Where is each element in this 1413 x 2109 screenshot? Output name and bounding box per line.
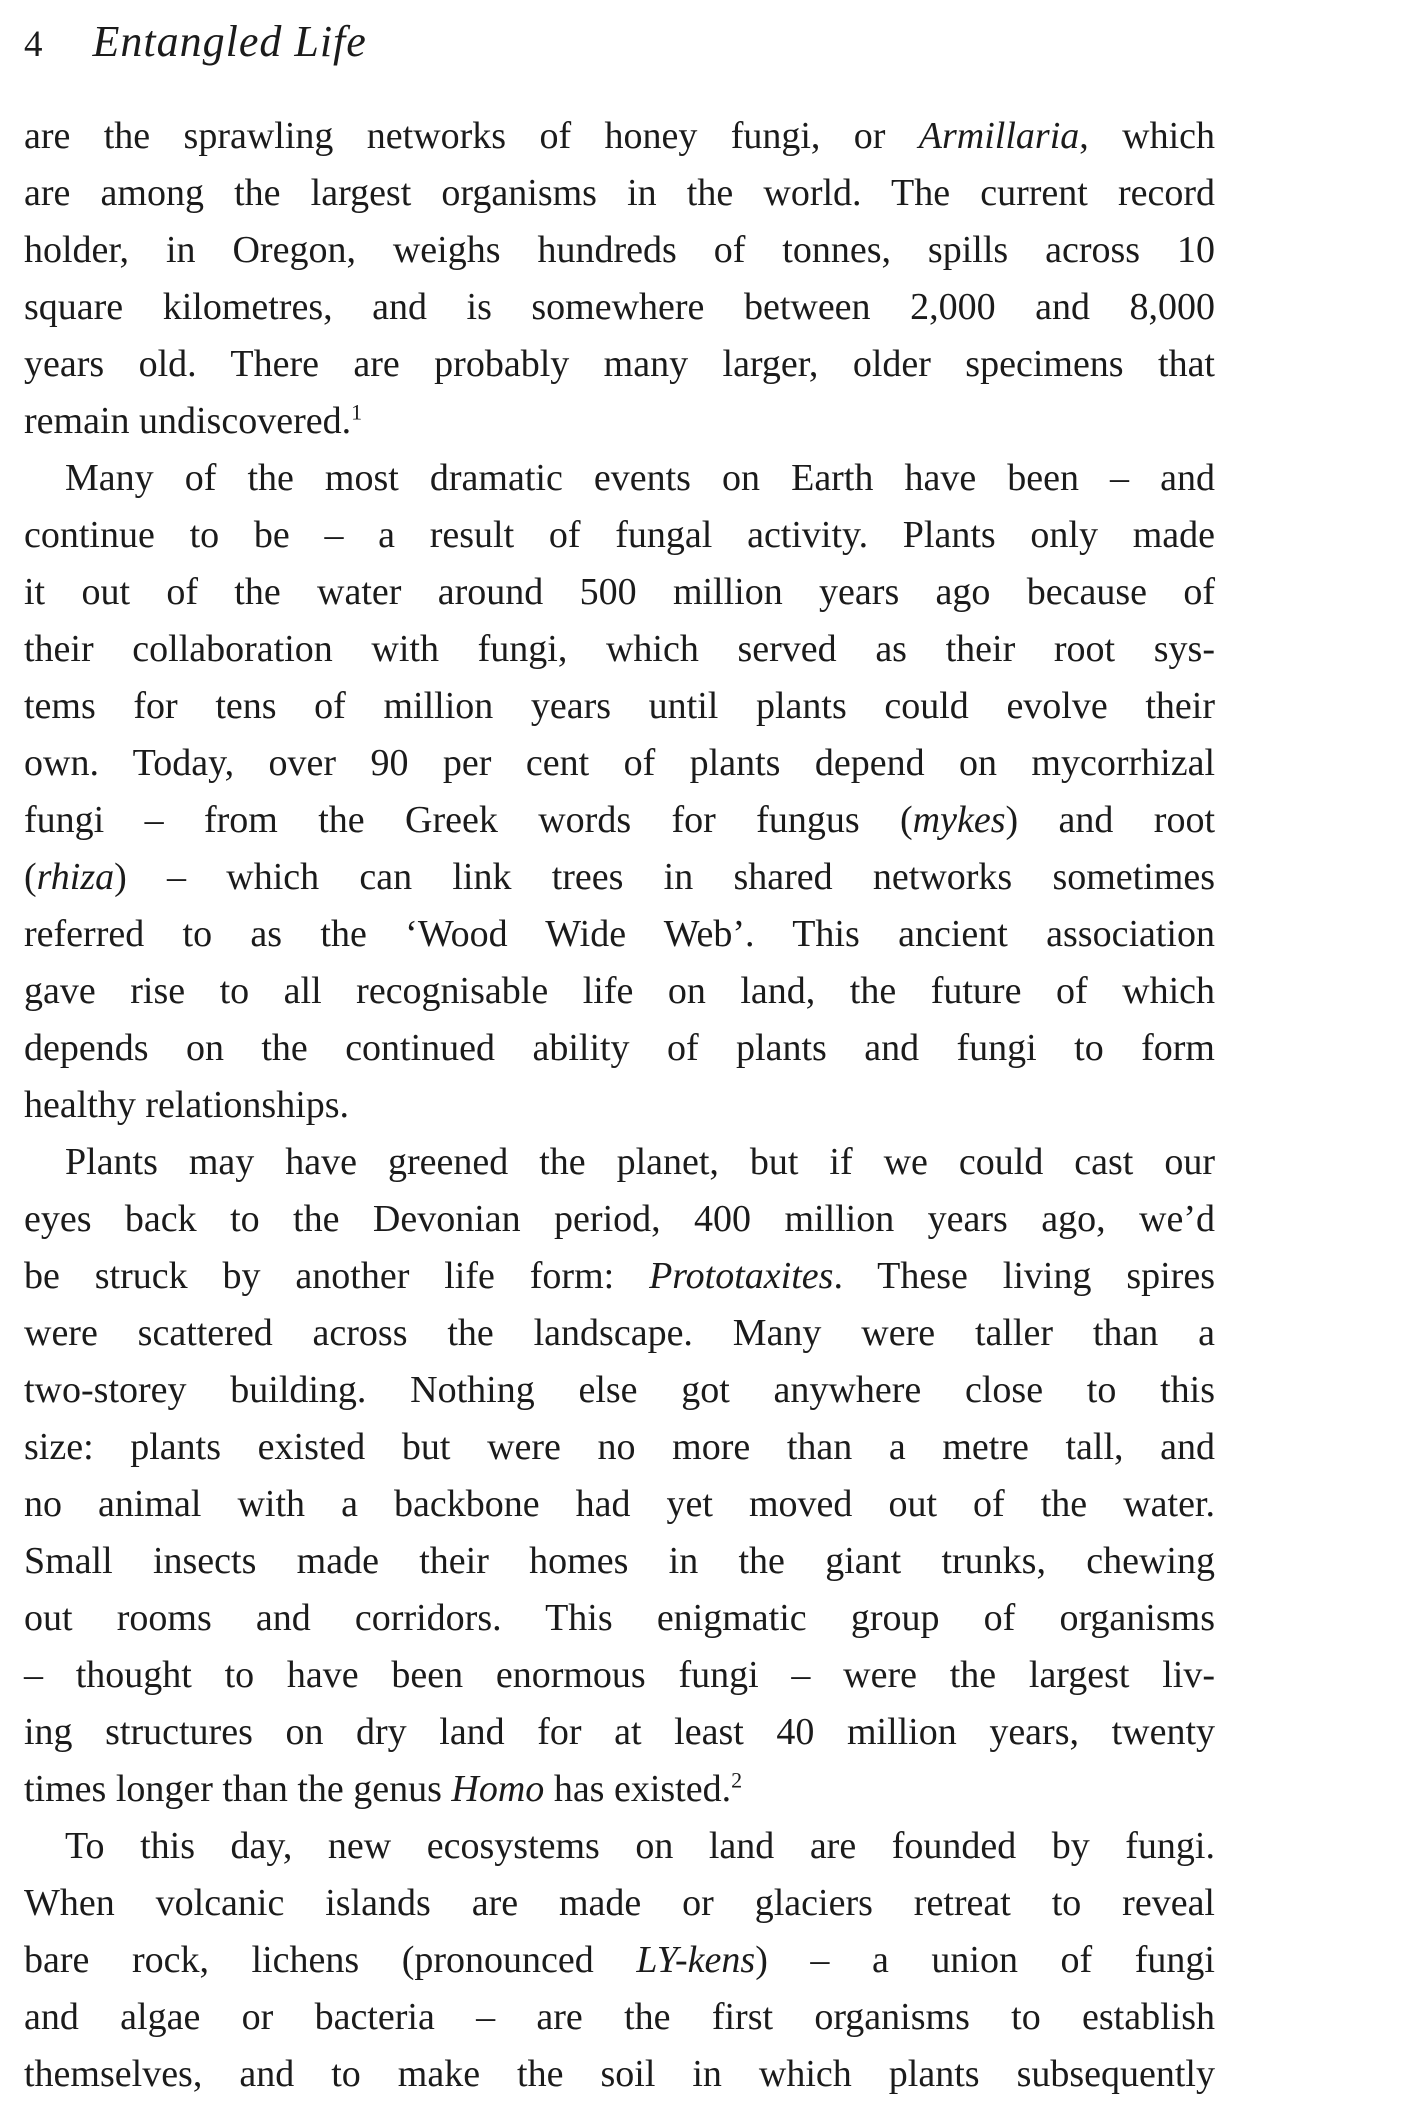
page-number: 4	[24, 24, 43, 65]
text-segment: To this day, new ecosystems on land are founded by fungi.	[65, 1825, 1215, 1867]
text-line	[24, 222, 1215, 279]
footnote-marker: 2	[731, 1767, 743, 1793]
text-segment: – thought to have been enormous fungi – were the largest liv-	[24, 1654, 1215, 1696]
text-segment: own. Today, over 90 per cent of plants depend on mycorrhizal	[24, 742, 1215, 784]
text-segment: Plants may have greened the planet, but if we could cast our	[65, 1141, 1215, 1183]
text-line	[24, 507, 1215, 564]
text-segment: ) – a union of fungi	[755, 1939, 1215, 1981]
italic-text: mykes	[912, 799, 1006, 841]
text-segment: no animal with a backbone had yet moved out of the water.	[24, 1483, 1215, 1525]
text-segment: ing structures on dry land for at least 40 million years, twenty	[24, 1711, 1215, 1753]
text-line	[24, 336, 1215, 393]
text-line	[24, 1419, 1215, 1476]
text-line	[24, 1248, 1215, 1305]
text-segment: holder, in Oregon, weighs hundreds of tonnes, spills across 10	[24, 229, 1215, 271]
text-segment: be struck by another life form:	[24, 1255, 650, 1297]
text-line	[24, 2046, 1215, 2103]
text-line	[24, 279, 1215, 336]
text-line	[24, 1476, 1215, 1533]
paragraph	[24, 450, 1215, 1134]
paragraph	[24, 1134, 1215, 1818]
text-line	[24, 735, 1215, 792]
text-line	[24, 393, 1215, 450]
italic-text: LY-kens	[636, 1939, 756, 1981]
text-segment: out rooms and corridors. This enigmatic group of organisms	[24, 1597, 1215, 1639]
footnote-marker: 1	[351, 399, 363, 425]
text-segment: When volcanic islands are made or glaciers retreat to reveal	[24, 1882, 1215, 1924]
running-title: Entangled Life	[92, 17, 367, 66]
text-line	[24, 963, 1215, 1020]
text-line	[24, 165, 1215, 222]
text-segment: . These living spires	[833, 1255, 1215, 1297]
text-line	[24, 792, 1215, 849]
text-segment: has existed.	[544, 1768, 732, 1810]
text-line	[24, 621, 1215, 678]
italic-text: rhiza	[36, 856, 115, 898]
text-line	[24, 450, 1215, 507]
text-segment: their collaboration with fungi, which served as their root sys-	[24, 628, 1215, 670]
text-segment: themselves, and to make the soil in which plants subsequently	[24, 2053, 1215, 2095]
text-line	[24, 1875, 1215, 1932]
text-segment: ) – which can link trees in shared networks sometimes	[114, 856, 1215, 898]
italic-text: Homo	[451, 1768, 545, 1810]
text-line	[24, 1077, 1215, 1134]
text-segment: it out of the water around 500 million years ago because of	[24, 571, 1215, 613]
text-line	[24, 564, 1215, 621]
text-line	[24, 1362, 1215, 1419]
text-line	[24, 1704, 1215, 1761]
text-segment: Many of the most dramatic events on Earth have been – and	[65, 457, 1215, 499]
text-segment: and algae or bacteria – are the first organisms to establish	[24, 1996, 1215, 2038]
text-line	[24, 1020, 1215, 1077]
text-segment: (	[24, 856, 37, 898]
text-line	[24, 678, 1215, 735]
text-segment: gave rise to all recognisable life on land, the future of which	[24, 970, 1215, 1012]
text-segment: years old. There are probably many larger, older specimens that	[24, 343, 1215, 385]
text-segment: , which	[1079, 115, 1215, 157]
paragraph	[24, 108, 1215, 450]
text-line	[24, 1818, 1215, 1875]
text-segment: ) and root	[1005, 799, 1216, 841]
text-line	[24, 1647, 1215, 1704]
text-line	[24, 1533, 1215, 1590]
text-segment: are among the largest organisms in the world. The current record	[24, 172, 1215, 214]
text-segment: Small insects made their homes in the giant trunks, chewing	[24, 1540, 1215, 1582]
text-line	[24, 1932, 1215, 1989]
text-segment: eyes back to the Devonian period, 400 million years ago, we’d	[24, 1198, 1215, 1240]
text-segment: referred to as the ‘Wood Wide Web’. This ancient association	[24, 913, 1215, 955]
body-text	[24, 108, 1215, 2103]
text-segment: square kilometres, and is somewhere between 2,000 and 8,000	[24, 286, 1215, 328]
text-segment: fungi – from the Greek words for fungus (	[24, 799, 913, 841]
italic-text: Armillaria	[918, 115, 1080, 157]
text-line	[24, 906, 1215, 963]
text-line	[24, 1761, 1215, 1818]
text-line	[24, 108, 1215, 165]
text-segment: tems for tens of million years until plants could evolve their	[24, 685, 1215, 727]
text-line	[24, 1305, 1215, 1362]
text-segment: were scattered across the landscape. Many were taller than a	[24, 1312, 1215, 1354]
text-segment: depends on the continued ability of plants and fungi to form	[24, 1027, 1215, 1069]
text-line	[24, 1134, 1215, 1191]
text-segment: continue to be – a result of fungal activity. Plants only made	[24, 514, 1215, 556]
paragraph	[24, 1818, 1215, 2103]
text-line	[24, 1590, 1215, 1647]
text-line	[24, 1989, 1215, 2046]
text-segment: healthy relationships.	[24, 1084, 350, 1126]
italic-text: Prototaxites	[649, 1255, 834, 1297]
text-segment: times longer than the genus	[24, 1768, 452, 1810]
text-segment: bare rock, lichens (pronounced	[24, 1939, 637, 1981]
text-segment: two-storey building. Nothing else got anywhere close to this	[24, 1369, 1215, 1411]
text-segment: are the sprawling networks of honey fungi, or	[24, 115, 919, 157]
text-segment: remain undiscovered.	[24, 400, 352, 442]
text-segment: size: plants existed but were no more than a metre tall, and	[24, 1426, 1215, 1468]
text-line	[24, 849, 1215, 906]
text-line	[24, 1191, 1215, 1248]
running-header	[24, 14, 1215, 70]
